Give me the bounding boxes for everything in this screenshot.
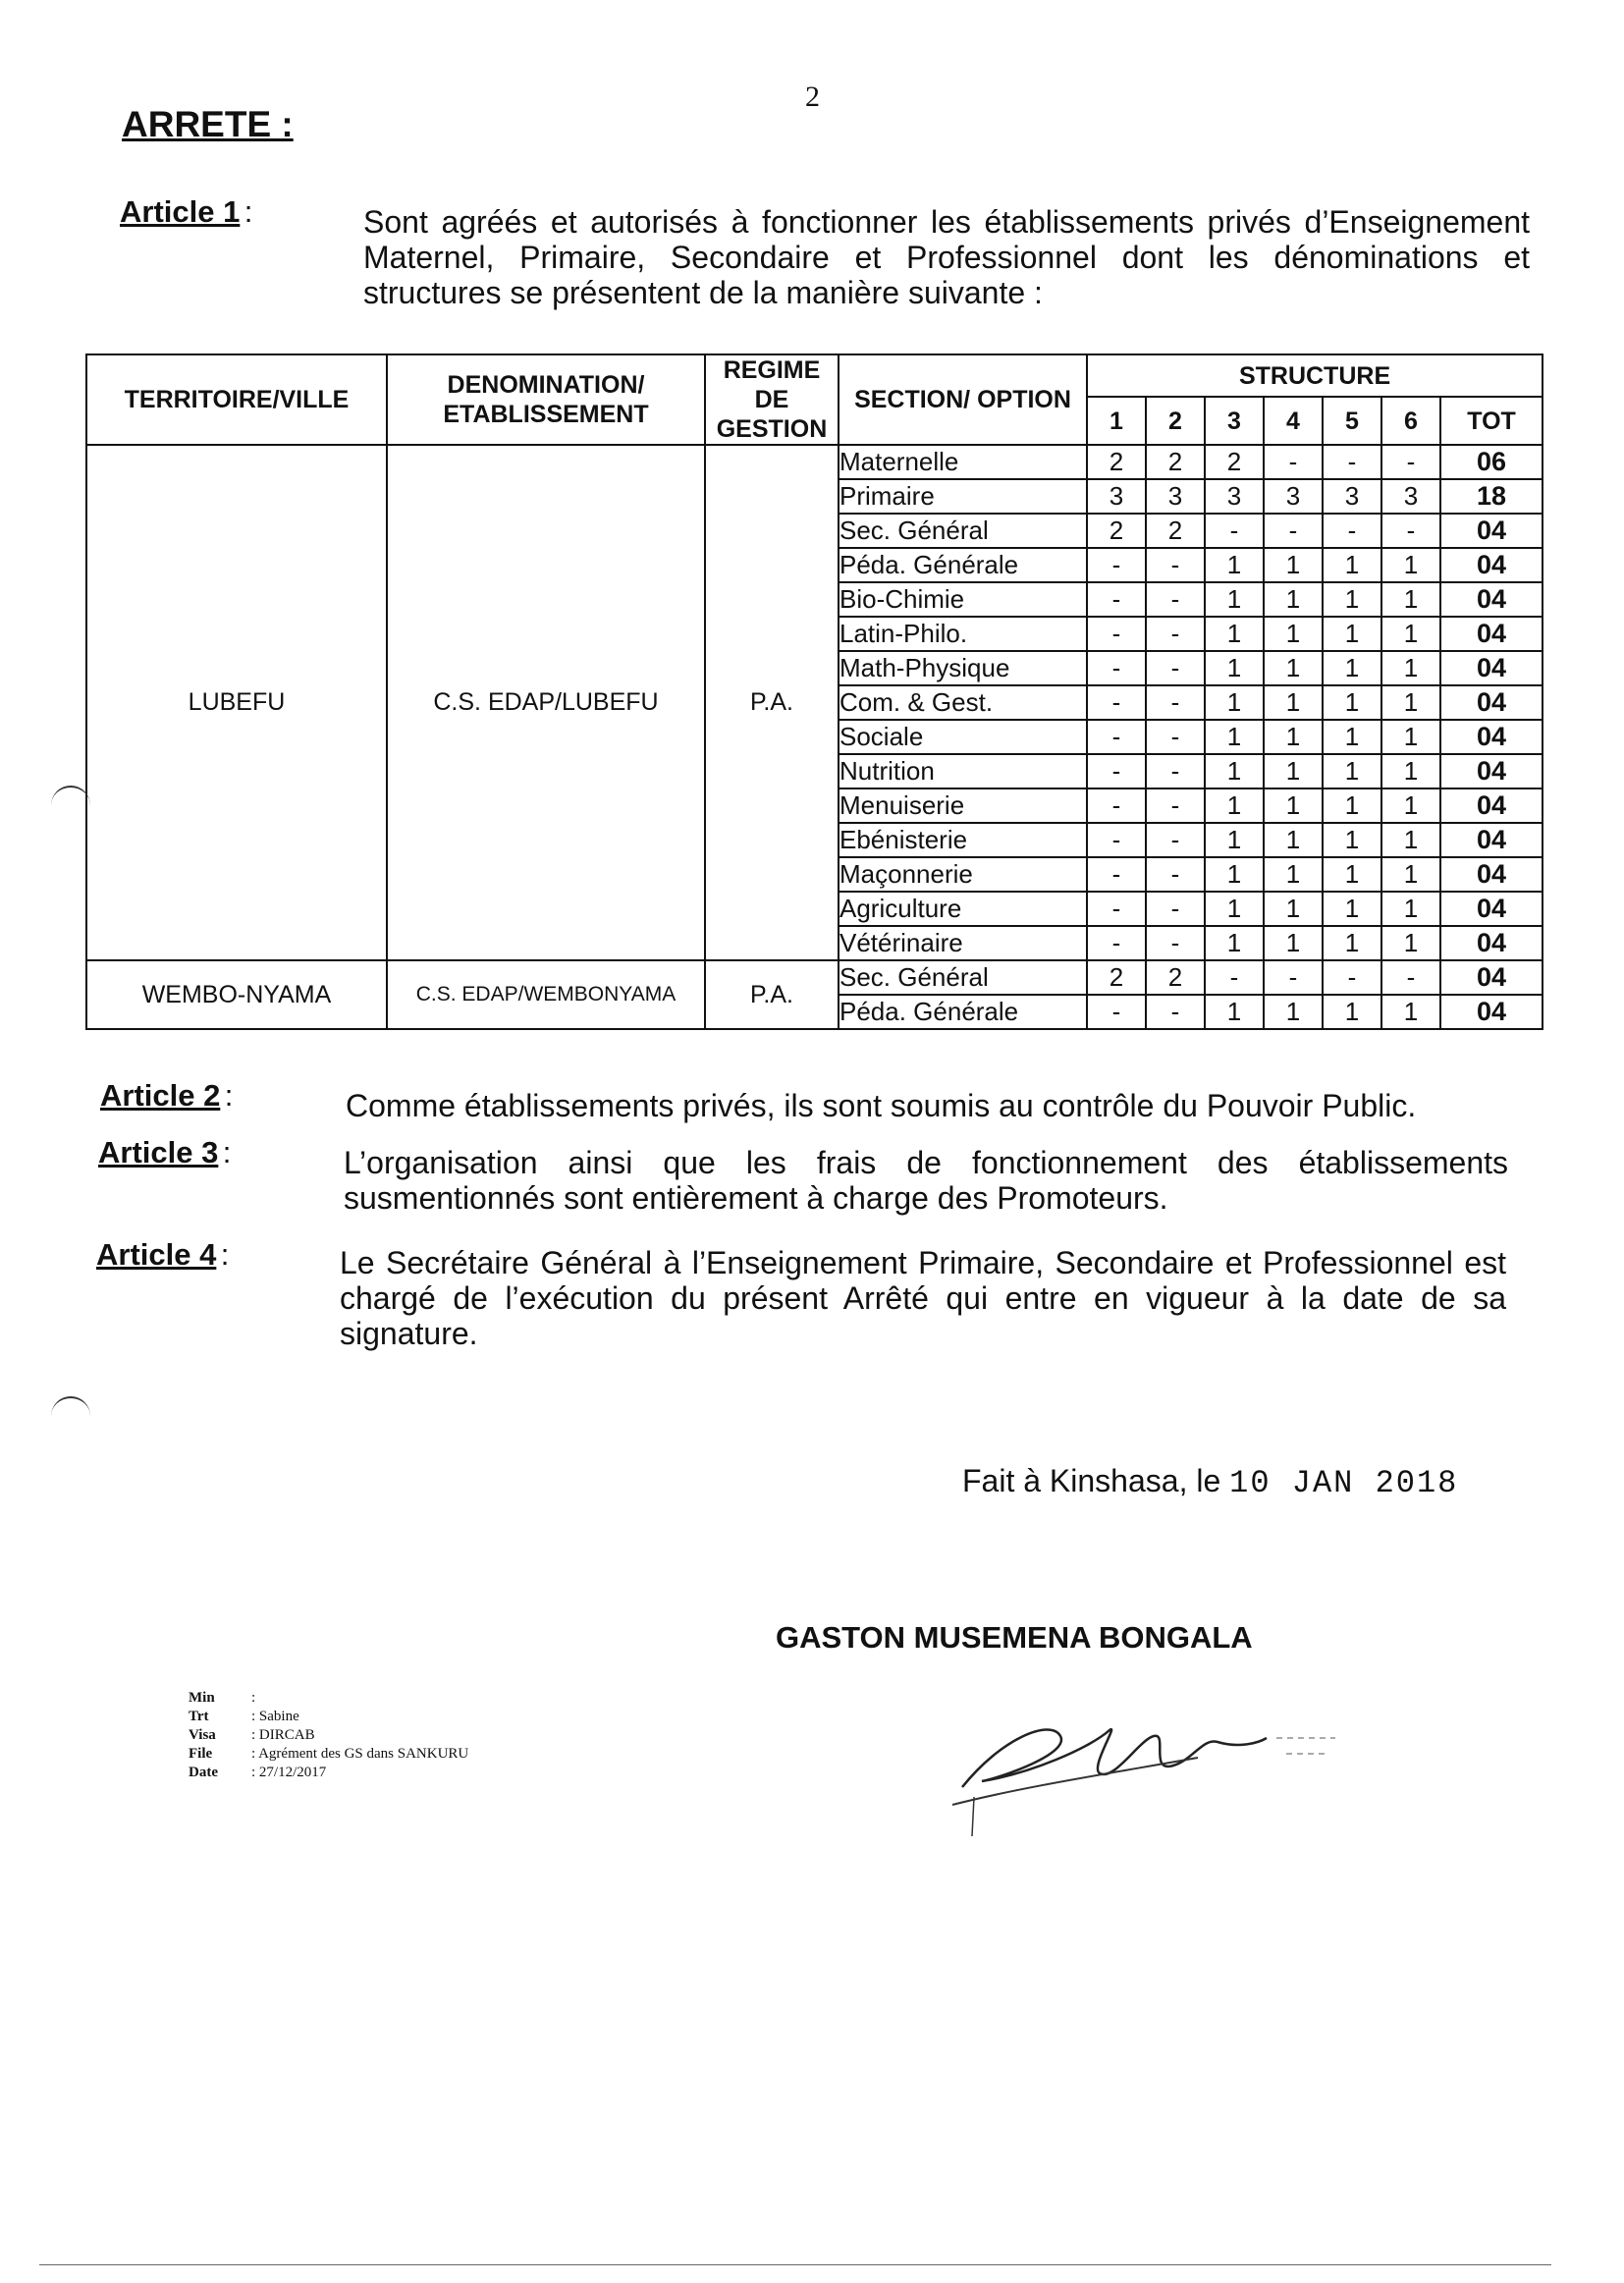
structure-value-cell: - <box>1146 788 1205 823</box>
option-cell: Menuiserie <box>839 788 1087 823</box>
margin-mark <box>51 1396 90 1418</box>
option-cell: Nutrition <box>839 754 1087 788</box>
footnote-line: Trt : Sabine <box>189 1709 299 1724</box>
structure-value-cell: - <box>1087 857 1146 892</box>
structure-value-cell: 1 <box>1205 788 1264 823</box>
option-cell: Math-Physique <box>839 651 1087 685</box>
article-4-label-group <box>96 1237 229 1273</box>
article-3-label-group <box>98 1135 231 1170</box>
structure-value-cell: 1 <box>1264 720 1323 754</box>
page-bottom-rule <box>39 2264 1551 2265</box>
option-cell: Péda. Générale <box>839 995 1087 1029</box>
structure-value-cell: 1 <box>1381 582 1440 617</box>
structure-value-cell: - <box>1087 582 1146 617</box>
structure-value-cell: 1 <box>1323 720 1381 754</box>
structure-value-cell: 1 <box>1264 823 1323 857</box>
structure-value-cell: - <box>1146 582 1205 617</box>
total-cell: 04 <box>1440 926 1543 960</box>
structure-value-cell: 1 <box>1381 857 1440 892</box>
structure-value-cell: 1 <box>1264 651 1323 685</box>
total-cell: 18 <box>1440 479 1543 514</box>
structure-value-cell: 1 <box>1205 720 1264 754</box>
header-territoire: TERRITOIRE/VILLE <box>86 354 387 445</box>
structure-value-cell: 3 <box>1323 479 1381 514</box>
structure-value-cell: 1 <box>1323 617 1381 651</box>
total-cell: 04 <box>1440 514 1543 548</box>
structure-value-cell: 1 <box>1323 926 1381 960</box>
structure-value-cell: - <box>1146 617 1205 651</box>
header-denomination: DENOMINATION/ ETABLISSEMENT <box>387 354 705 445</box>
table-row <box>86 960 1543 995</box>
footnote-line: Min : <box>189 1690 256 1706</box>
structure-value-cell: 1 <box>1264 617 1323 651</box>
structure-value-cell: - <box>1087 685 1146 720</box>
structure-value-cell: 1 <box>1381 926 1440 960</box>
structure-value-cell: 2 <box>1087 960 1146 995</box>
etablissement-cell: C.S. EDAP/WEMBONYAMA <box>387 960 705 1029</box>
structure-value-cell: - <box>1146 651 1205 685</box>
handwritten-signature-icon <box>943 1679 1394 1846</box>
total-cell: 04 <box>1440 788 1543 823</box>
structure-value-cell: 3 <box>1264 479 1323 514</box>
structure-value-cell: 1 <box>1264 995 1323 1029</box>
header-col-tot: TOT <box>1440 397 1543 445</box>
structure-value-cell: - <box>1087 788 1146 823</box>
structure-value-cell: - <box>1087 995 1146 1029</box>
total-cell: 04 <box>1440 960 1543 995</box>
total-cell: 04 <box>1440 720 1543 754</box>
structure-value-cell: - <box>1146 823 1205 857</box>
option-cell: Com. & Gest. <box>839 685 1087 720</box>
structure-value-cell: - <box>1146 548 1205 582</box>
structure-value-cell: 1 <box>1323 685 1381 720</box>
structure-value-cell: - <box>1205 960 1264 995</box>
structure-value-cell: 1 <box>1205 995 1264 1029</box>
total-cell: 04 <box>1440 651 1543 685</box>
structure-value-cell: 1 <box>1205 857 1264 892</box>
structure-value-cell: - <box>1381 445 1440 479</box>
structure-value-cell: 1 <box>1205 617 1264 651</box>
structure-value-cell: - <box>1205 514 1264 548</box>
structure-value-cell: 3 <box>1146 479 1205 514</box>
structure-value-cell: 1 <box>1264 685 1323 720</box>
structure-value-cell: 1 <box>1323 892 1381 926</box>
regime-cell: P.A. <box>705 960 839 1029</box>
total-cell: 04 <box>1440 754 1543 788</box>
structure-value-cell: - <box>1146 754 1205 788</box>
structure-value-cell: 1 <box>1323 548 1381 582</box>
structure-value-cell: 1 <box>1381 548 1440 582</box>
place-date-prefix: Fait à Kinshasa, le <box>962 1463 1221 1498</box>
structure-value-cell: - <box>1087 651 1146 685</box>
footnote-line: Visa : DIRCAB <box>189 1727 315 1743</box>
total-cell: 04 <box>1440 857 1543 892</box>
structure-table <box>85 353 1543 1030</box>
option-cell: Latin-Philo. <box>839 617 1087 651</box>
structure-value-cell: 1 <box>1264 754 1323 788</box>
article-3-colon: : <box>222 1135 232 1169</box>
structure-value-cell: - <box>1146 926 1205 960</box>
structure-value-cell: - <box>1323 445 1381 479</box>
structure-value-cell: - <box>1146 720 1205 754</box>
structure-value-cell: 1 <box>1323 651 1381 685</box>
structure-value-cell: - <box>1381 960 1440 995</box>
structure-value-cell: - <box>1087 548 1146 582</box>
option-cell: Agriculture <box>839 892 1087 926</box>
structure-value-cell: 1 <box>1264 892 1323 926</box>
structure-value-cell: - <box>1087 754 1146 788</box>
structure-value-cell: 1 <box>1381 651 1440 685</box>
structure-value-cell: 1 <box>1381 754 1440 788</box>
table-row <box>86 445 1543 479</box>
structure-value-cell: 1 <box>1205 892 1264 926</box>
structure-value-cell: - <box>1264 445 1323 479</box>
structure-value-cell: 2 <box>1205 445 1264 479</box>
structure-value-cell: 1 <box>1381 685 1440 720</box>
total-cell: 04 <box>1440 548 1543 582</box>
etablissement-cell: C.S. EDAP/LUBEFU <box>387 445 705 960</box>
place-date-stamp: 10 JAN 2018 <box>1229 1465 1459 1501</box>
article-1-text: Sont agréés et autorisés à fonctionner les établissements privés d’Enseignement Maternel, Primaire, Secondaire et Professionnel dont les dénominations et structures se présentent de la manière suivante : <box>363 204 1530 310</box>
structure-value-cell: 1 <box>1205 926 1264 960</box>
footnote-line: Date : 27/12/2017 <box>189 1765 327 1780</box>
regime-cell: P.A. <box>705 445 839 960</box>
structure-value-cell: - <box>1381 514 1440 548</box>
article-1-label-group <box>120 194 252 230</box>
structure-value-cell: 1 <box>1264 788 1323 823</box>
article-4-label: Article 4 <box>96 1237 217 1272</box>
option-cell: Ebénisterie <box>839 823 1087 857</box>
file-reference-footnote <box>189 1689 468 1782</box>
header-col-4: 4 <box>1264 397 1323 445</box>
structure-value-cell: - <box>1264 960 1323 995</box>
structure-value-cell: 1 <box>1381 617 1440 651</box>
territoire-cell: LUBEFU <box>86 445 387 960</box>
structure-value-cell: - <box>1264 514 1323 548</box>
article-1-label: Article 1 <box>120 194 241 229</box>
page-number: 2 <box>805 81 820 113</box>
structure-value-cell: 1 <box>1323 823 1381 857</box>
structure-value-cell: 3 <box>1381 479 1440 514</box>
article-2-label-group <box>100 1078 233 1114</box>
structure-value-cell: 1 <box>1264 548 1323 582</box>
article-4-colon: : <box>220 1237 230 1272</box>
structure-value-cell: - <box>1146 685 1205 720</box>
structure-value-cell: 2 <box>1146 445 1205 479</box>
article-3-text: L’organisation ainsi que les frais de fonctionnement des établissements susmentionnés sont entièrement à charge des Promoteurs. <box>344 1145 1508 1216</box>
option-cell: Péda. Générale <box>839 548 1087 582</box>
article-1-colon: : <box>244 194 253 229</box>
header-col-3: 3 <box>1205 397 1264 445</box>
article-3-label: Article 3 <box>98 1135 219 1169</box>
structure-value-cell: - <box>1146 995 1205 1029</box>
structure-value-cell: - <box>1323 514 1381 548</box>
article-4-text: Le Secrétaire Général à l’Enseignement Primaire, Secondaire et Professionnel est chargé de l’exécution du présent Arrêté qui entre en vigueur à la date de sa signature. <box>340 1245 1506 1351</box>
structure-value-cell: 2 <box>1146 514 1205 548</box>
article-2-label: Article 2 <box>100 1078 221 1113</box>
structure-value-cell: 1 <box>1381 892 1440 926</box>
structure-value-cell: 1 <box>1264 582 1323 617</box>
option-cell: Vétérinaire <box>839 926 1087 960</box>
structure-value-cell: 2 <box>1146 960 1205 995</box>
header-col-2: 2 <box>1146 397 1205 445</box>
total-cell: 04 <box>1440 823 1543 857</box>
structure-value-cell: 2 <box>1087 445 1146 479</box>
structure-value-cell: 1 <box>1205 651 1264 685</box>
structure-value-cell: 1 <box>1381 995 1440 1029</box>
header-structure: STRUCTURE <box>1087 354 1543 397</box>
structure-value-cell: 2 <box>1087 514 1146 548</box>
header-col-1: 1 <box>1087 397 1146 445</box>
article-2-text: Comme établissements privés, ils sont soumis au contrôle du Pouvoir Public. <box>346 1088 1417 1123</box>
option-cell: Primaire <box>839 479 1087 514</box>
structure-value-cell: - <box>1146 857 1205 892</box>
structure-value-cell: 1 <box>1205 823 1264 857</box>
structure-value-cell: 1 <box>1381 788 1440 823</box>
total-cell: 04 <box>1440 892 1543 926</box>
structure-value-cell: 1 <box>1205 685 1264 720</box>
structure-value-cell: 1 <box>1205 754 1264 788</box>
arrete-heading: ARRETE : <box>122 104 294 144</box>
structure-value-cell: - <box>1087 720 1146 754</box>
article-2-colon: : <box>224 1078 234 1113</box>
total-cell: 06 <box>1440 445 1543 479</box>
structure-value-cell: - <box>1087 823 1146 857</box>
option-cell: Bio-Chimie <box>839 582 1087 617</box>
structure-value-cell: 1 <box>1323 857 1381 892</box>
option-cell: Sec. Général <box>839 514 1087 548</box>
place-date <box>962 1463 1458 1501</box>
structure-value-cell: 1 <box>1323 995 1381 1029</box>
structure-value-cell: 1 <box>1205 582 1264 617</box>
option-cell: Maçonnerie <box>839 857 1087 892</box>
structure-value-cell: 1 <box>1323 582 1381 617</box>
structure-value-cell: 1 <box>1323 788 1381 823</box>
structure-value-cell: 3 <box>1087 479 1146 514</box>
total-cell: 04 <box>1440 995 1543 1029</box>
header-section: SECTION/ OPTION <box>839 354 1087 445</box>
structure-value-cell: - <box>1087 617 1146 651</box>
structure-value-cell: - <box>1087 926 1146 960</box>
total-cell: 04 <box>1440 685 1543 720</box>
option-cell: Sec. Général <box>839 960 1087 995</box>
structure-value-cell: - <box>1146 892 1205 926</box>
option-cell: Sociale <box>839 720 1087 754</box>
structure-value-cell: 1 <box>1381 823 1440 857</box>
structure-value-cell: 1 <box>1323 754 1381 788</box>
footnote-line: File : Agrément des GS dans SANKURU <box>189 1746 469 1762</box>
header-col-6: 6 <box>1381 397 1440 445</box>
margin-mark <box>51 786 90 807</box>
total-cell: 04 <box>1440 582 1543 617</box>
structure-value-cell: 1 <box>1264 857 1323 892</box>
total-cell: 04 <box>1440 617 1543 651</box>
header-regime: REGIME DE GESTION <box>705 354 839 445</box>
structure-value-cell: 1 <box>1381 720 1440 754</box>
header-col-5: 5 <box>1323 397 1381 445</box>
signatory-name: GASTON MUSEMENA BONGALA <box>776 1620 1253 1655</box>
structure-value-cell: 1 <box>1264 926 1323 960</box>
structure-value-cell: - <box>1087 892 1146 926</box>
structure-value-cell: - <box>1323 960 1381 995</box>
structure-value-cell: 1 <box>1205 548 1264 582</box>
structure-value-cell: 3 <box>1205 479 1264 514</box>
territoire-cell: WEMBO-NYAMA <box>86 960 387 1029</box>
option-cell: Maternelle <box>839 445 1087 479</box>
